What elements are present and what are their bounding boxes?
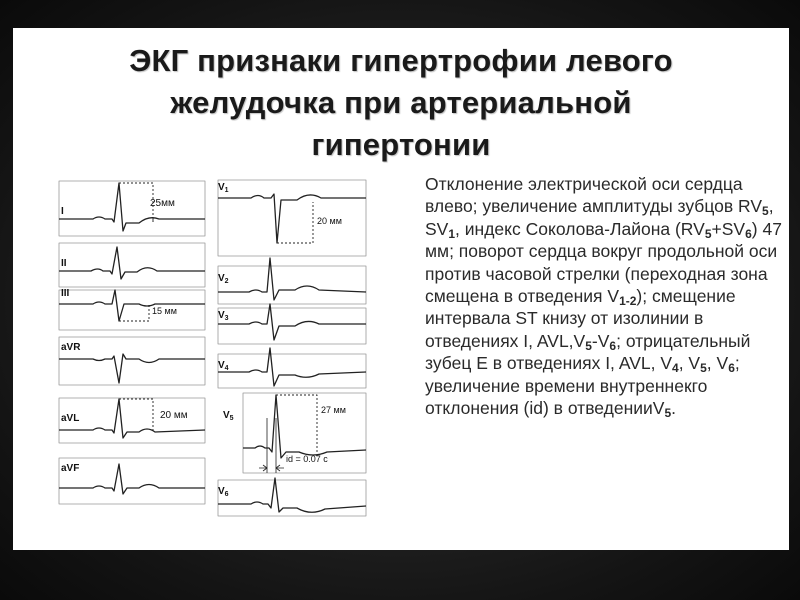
lead-label-iii: III <box>61 288 70 299</box>
lead-label-i: I <box>61 206 64 217</box>
measurement-v5: 27 мм <box>321 405 346 415</box>
description-text: Отклонение электрической оси сердца влево; увеличение амплитуды зубцов $RV_5$, $SV_1$, индекс Соколова-Лайона $(RV_5+SV_6)$ 47 мм; поворот сердца вокруг продольной оси против часовой стрелки (переходная зона смещена в отведения $V_{1-2}$); смещение интервала ST книзу от изолинии в отведениях I, $AVL,V_5-V_6$; отрицательный зубец Е в отведениях I, AVL, $V_4$, $V_5$, $V_6$; увеличение времени внутреннекго отклонения (id) в отведенииV$_5$. <box>425 174 782 421</box>
measurement-avl: 20 мм <box>160 410 188 421</box>
ecg-trace-lead-v2 <box>218 258 366 304</box>
ecg-trace-lead-avr <box>59 337 205 385</box>
lead-label-v1: $V_1$ <box>218 182 229 194</box>
ecg-trace-lead-v6 <box>218 478 366 516</box>
ecg-trace-lead-v1 <box>218 180 366 256</box>
slide <box>13 28 789 550</box>
measurement-id: id = 0.07 с <box>286 454 328 464</box>
lead-label-v3: $V_3$ <box>218 310 229 322</box>
ecg-trace-lead-v4 <box>218 348 366 388</box>
ecg-trace-lead-iii <box>59 290 205 330</box>
measurement-v1: 20 мм <box>317 216 342 226</box>
title-line-3: гипертонии <box>311 127 491 162</box>
measurement-i: 25мм <box>150 198 175 209</box>
ecg-trace-lead-avf <box>59 458 205 504</box>
title-line-1: ЭКГ признаки гипертрофии левого <box>129 43 673 78</box>
lead-label-avf: aVF <box>61 463 80 474</box>
lead-label-ii: II <box>61 258 67 269</box>
ecg-trace-lead-v3 <box>218 304 366 344</box>
lead-label-v4: $V_4$ <box>218 360 229 372</box>
lead-label-avr: aVR <box>61 342 81 353</box>
lead-label-v2: $V_2$ <box>218 273 229 285</box>
ecg-trace-lead-ii <box>59 243 205 287</box>
ecg-trace-lead-i <box>59 181 205 236</box>
lead-label-avl: aVL <box>61 413 80 424</box>
measurement-iii: 15 мм <box>152 306 177 316</box>
title-line-2: желудочка при артериальной <box>170 85 632 120</box>
lead-label-v6: $V_6$ <box>218 486 229 498</box>
lead-label-v5: $V_5$ <box>223 410 234 422</box>
